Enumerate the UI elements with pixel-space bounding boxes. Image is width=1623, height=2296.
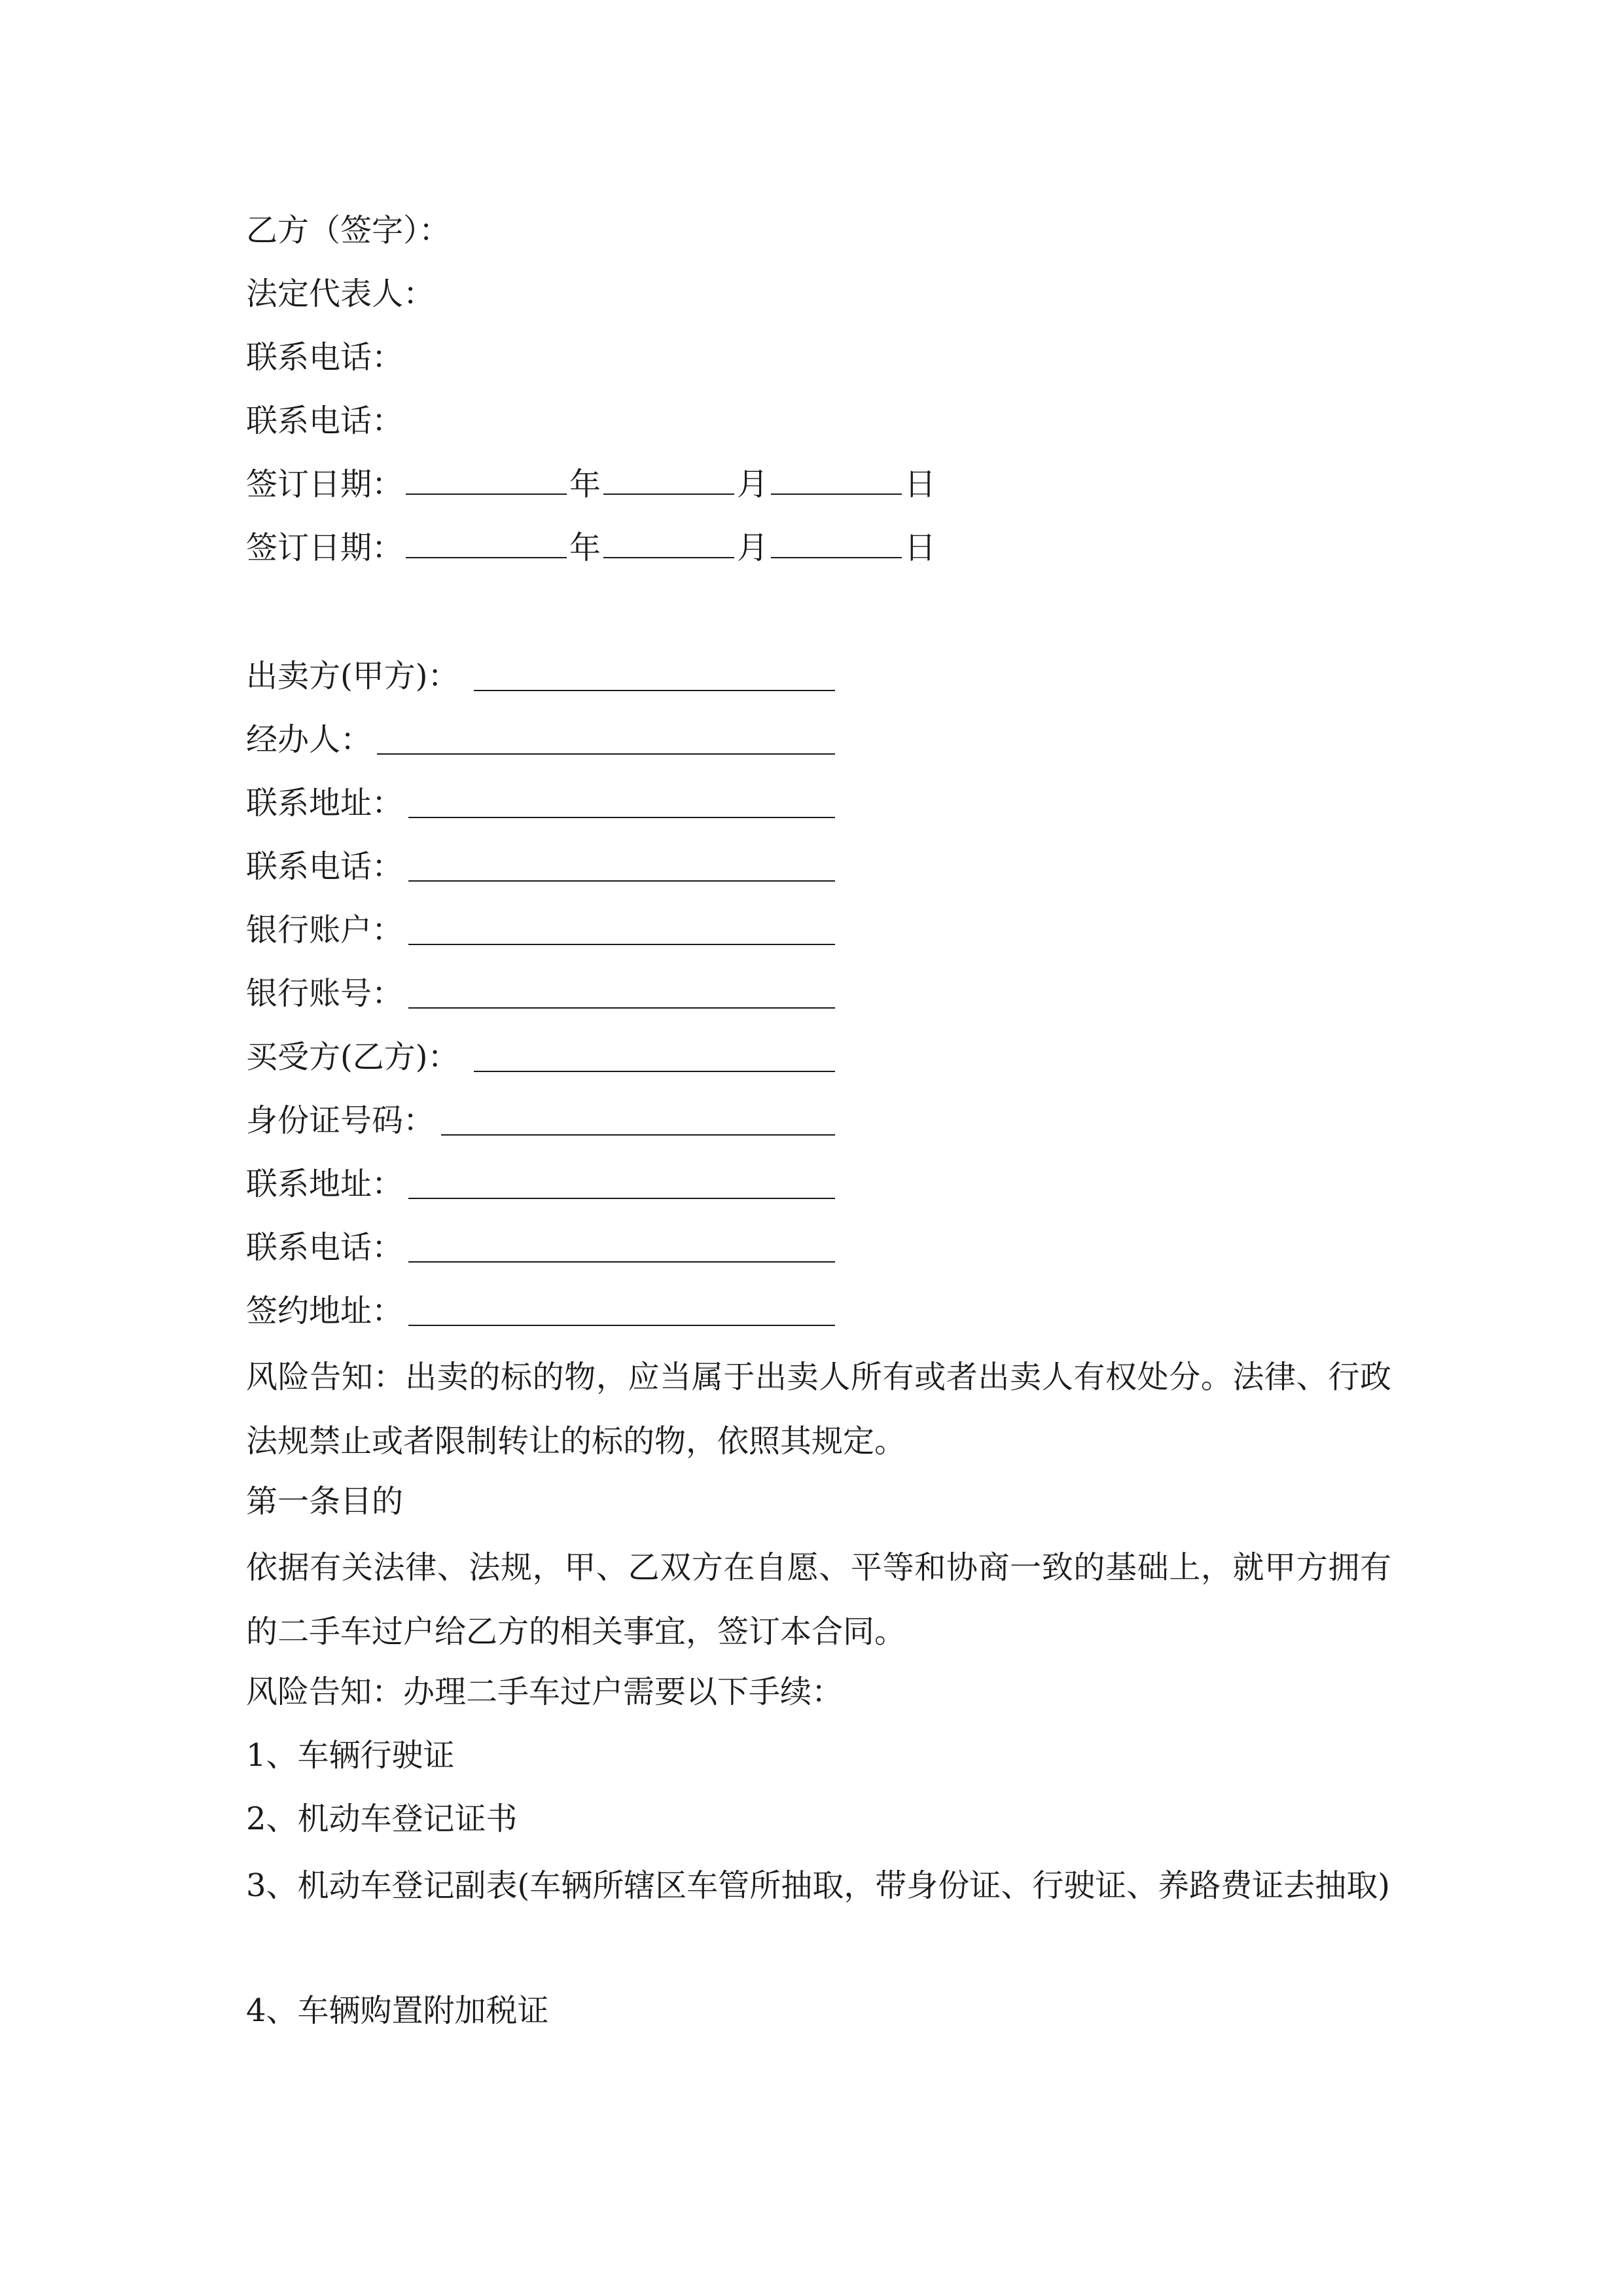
legal-rep-label: 法定代表人： (246, 276, 435, 312)
buyer-phone-underline[interactable] (408, 1261, 835, 1263)
article-paragraph: 依据有关法律、法规，甲、乙双方在自愿、平等和协商一致的基础上，就甲方拥有的二手车过户给乙方的相关事宜，签订本合同。 (246, 1549, 1391, 1650)
month-blank[interactable] (603, 528, 734, 558)
signing-date-row-2 (246, 527, 936, 569)
day-blank[interactable] (771, 465, 902, 495)
seller-underline[interactable] (474, 690, 835, 691)
signing-address-underline[interactable] (408, 1325, 835, 1326)
form-field-label: 银行账户： (246, 912, 404, 948)
year-text: 年 (569, 466, 601, 503)
day-text: 日 (904, 466, 936, 503)
signing-date-label: 签订日期： (246, 529, 404, 566)
form-field-label: 出卖方(甲方)： (246, 658, 459, 694)
seller-address-underline[interactable] (408, 817, 835, 818)
signing-date-label: 签订日期： (246, 466, 404, 503)
day-blank[interactable] (771, 528, 902, 558)
list-item: 4、车辆购置附加税证 (246, 1992, 549, 2029)
party-b-sign-label: 乙方（签字）： (246, 212, 451, 249)
month-text: 月 (737, 529, 769, 566)
year-text: 年 (569, 529, 601, 566)
bank-account-underline[interactable] (408, 944, 835, 945)
list-item: 3、机动车登记副表(车辆所辖区车管所抽取，带身份证、行驶证、养路费证去抽取) (246, 1867, 1390, 1904)
risk-notice-heading: 风险告知：办理二手车过户需要以下手续： (246, 1674, 844, 1710)
form-field-label: 经办人： (246, 721, 372, 758)
form-field-label: 身份证号码： (246, 1102, 435, 1139)
form-field-label: 联系电话： (246, 848, 404, 885)
phone-label-1: 联系电话： (246, 339, 404, 376)
article-title: 第一条目的 (246, 1483, 404, 1520)
year-blank[interactable] (406, 528, 567, 558)
year-blank[interactable] (406, 465, 567, 495)
form-field-label: 银行账号： (246, 975, 404, 1012)
phone-label-2: 联系电话： (246, 403, 404, 439)
month-text: 月 (737, 466, 769, 503)
form-field-label: 买受方(乙方)： (246, 1039, 459, 1075)
seller-phone-underline[interactable] (408, 880, 835, 882)
buyer-address-underline[interactable] (408, 1198, 835, 1199)
day-text: 日 (904, 529, 936, 566)
form-field-label: 签约地址： (246, 1293, 404, 1329)
id-number-underline[interactable] (441, 1134, 835, 1136)
form-field-label: 联系地址： (246, 785, 404, 821)
month-blank[interactable] (603, 465, 734, 495)
list-item: 2、机动车登记证书 (246, 1801, 518, 1837)
signing-date-row-1 (246, 463, 936, 505)
risk-notice-paragraph: 风险告知：出卖的标的物，应当属于出卖人所有或者出卖人有权处分。法律、行政法规禁止或者限制转让的标的物，依照其规定。 (246, 1359, 1391, 1460)
buyer-underline[interactable] (474, 1071, 835, 1072)
bank-number-underline[interactable] (408, 1007, 835, 1009)
agent-underline[interactable] (377, 753, 835, 755)
list-item: 1、车辆行驶证 (246, 1737, 455, 1774)
form-field-label: 联系电话： (246, 1229, 404, 1266)
form-field-label: 联系地址： (246, 1166, 404, 1202)
